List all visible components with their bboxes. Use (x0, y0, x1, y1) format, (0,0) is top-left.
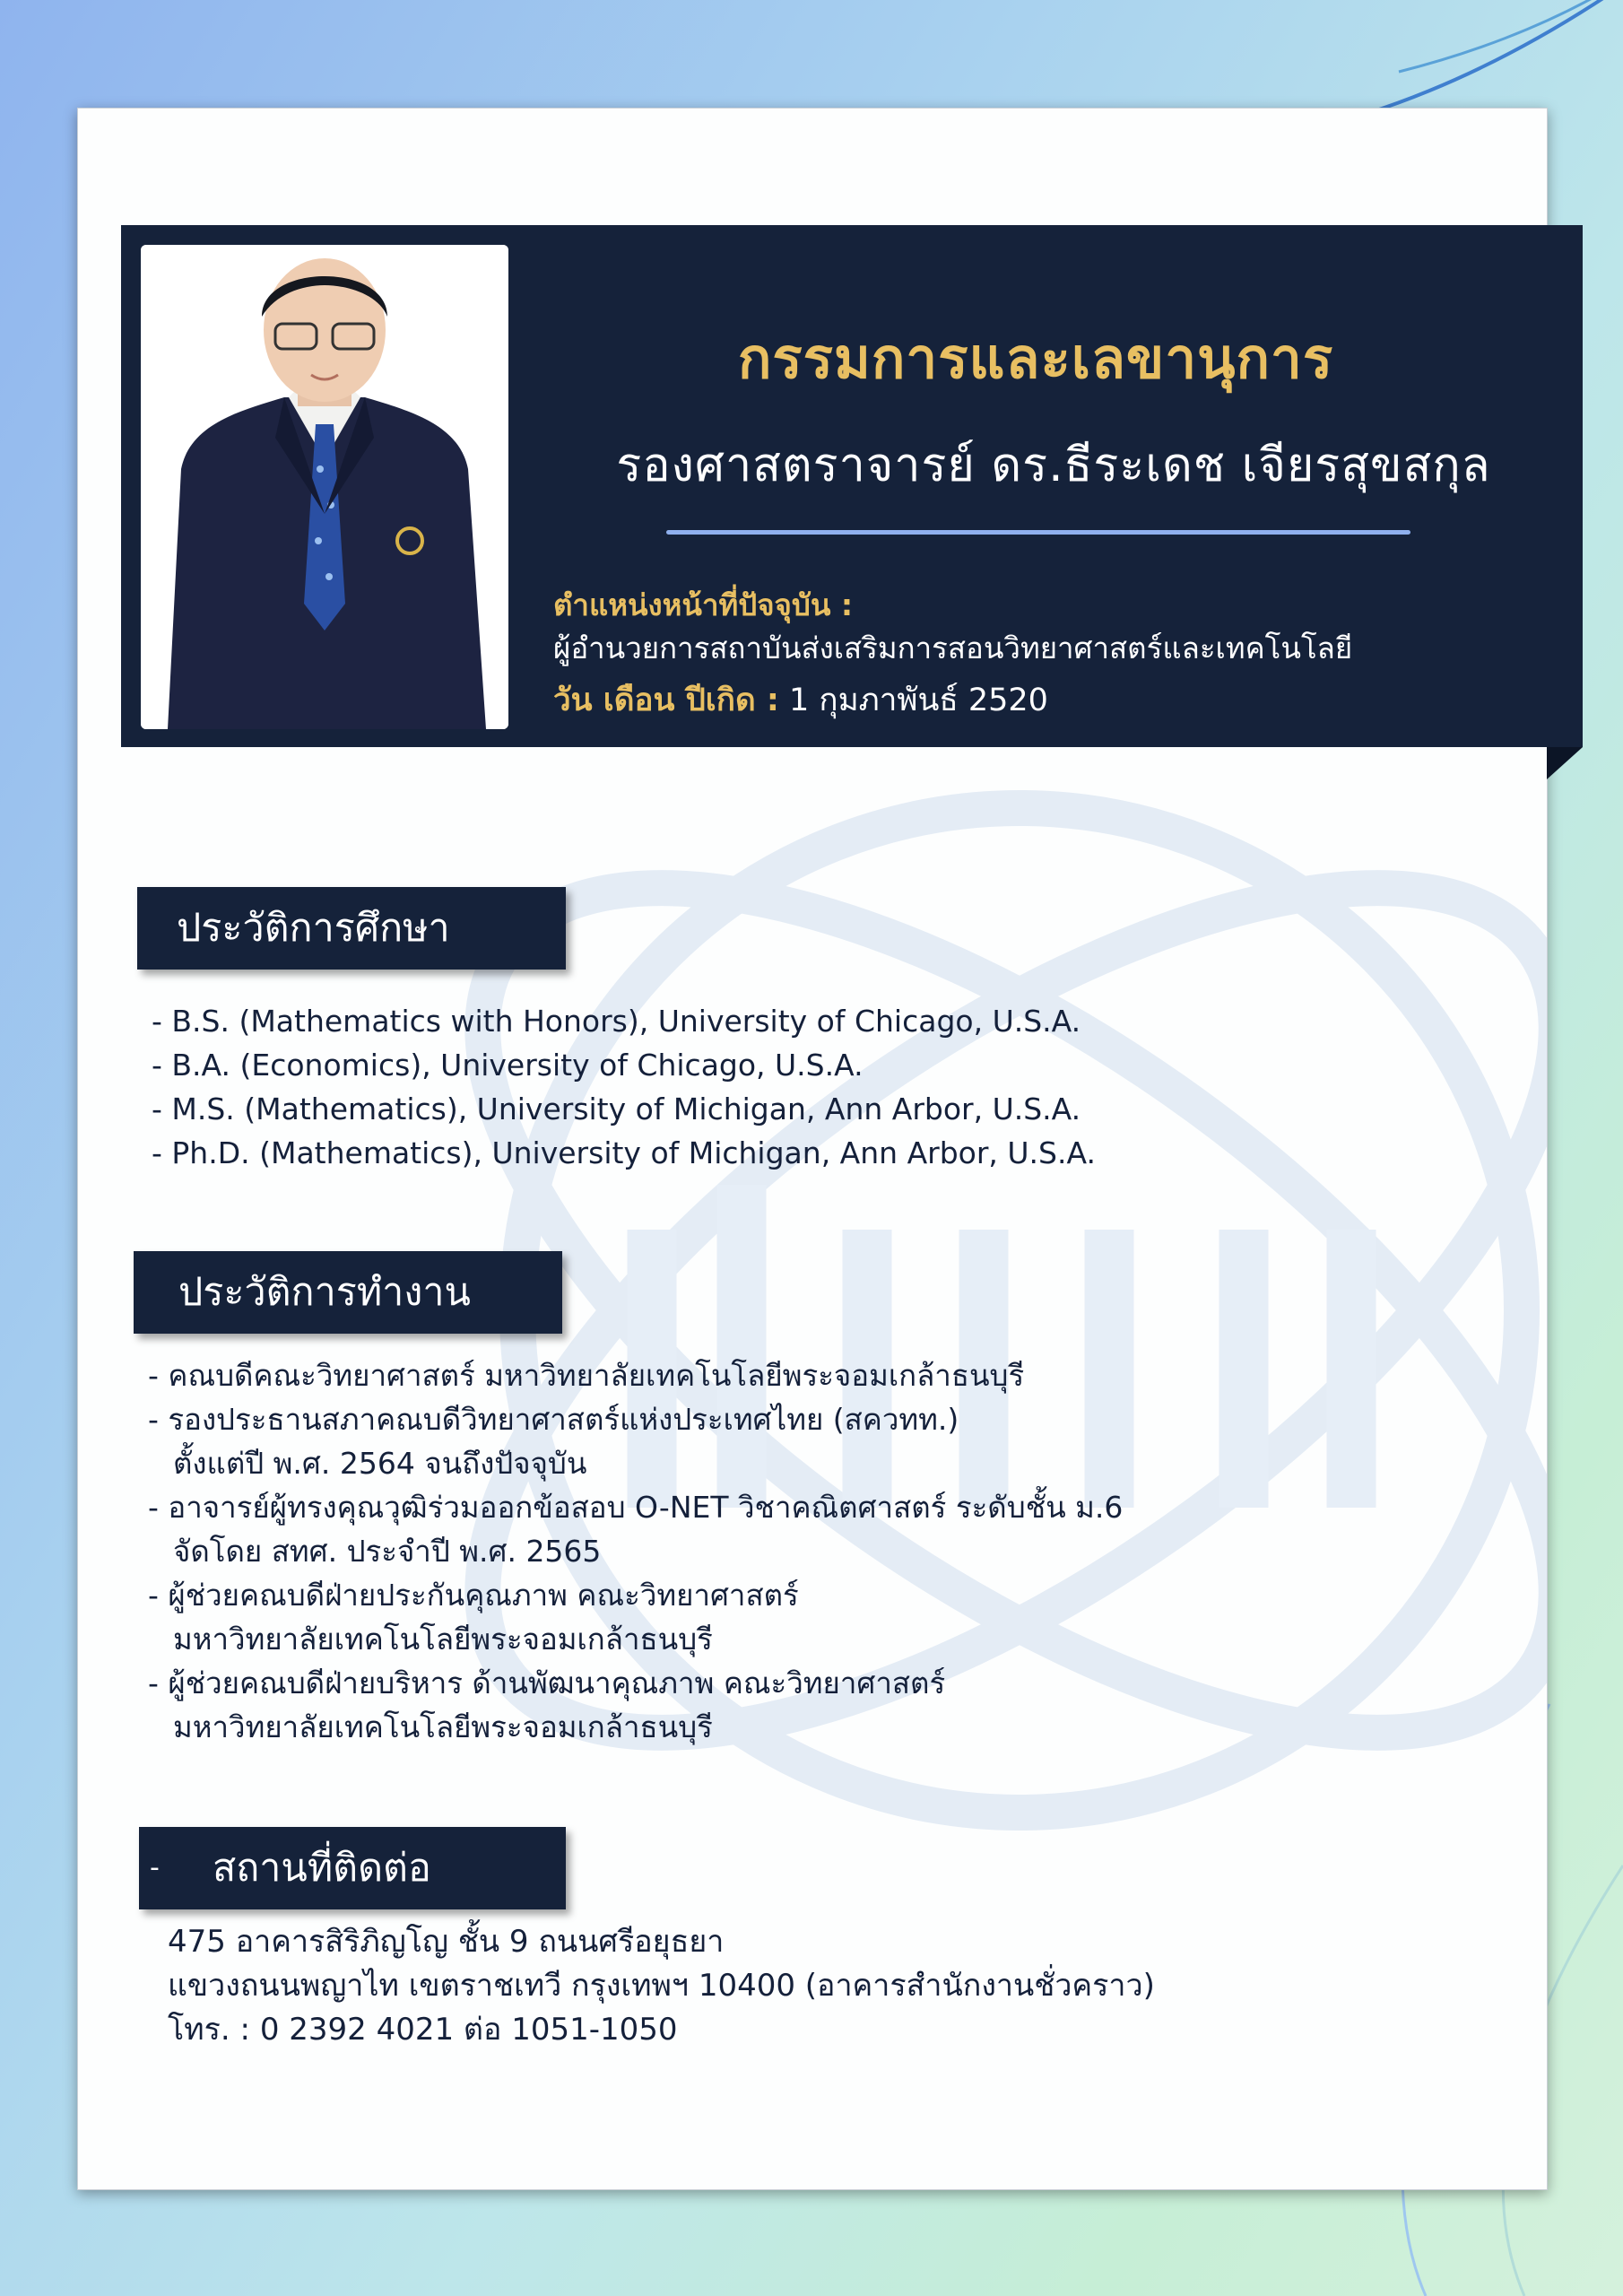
phone: โทร. : 0 2392 4021 ต่อ 1051-1050 (168, 2012, 678, 2048)
role-title: กรรมการและเลขานุการ (737, 326, 1334, 391)
work-list (148, 1353, 1123, 1749)
list-item-continuation: มหาวิทยาลัยเทคโนโลยีพระจอมเกล้าธนบุรี (173, 1709, 713, 1744)
contact-heading-text: สถานที่ติดต่อ (213, 1846, 431, 1891)
education-heading: ประวัติการศึกษา (137, 887, 566, 970)
education-list (152, 999, 1096, 1175)
list-item: - ผู้ช่วยคณบดีฝ่ายบริหาร ด้านพัฒนาคุณภาพ คณะวิทยาศาสตร์ (148, 1665, 946, 1700)
header-banner (121, 225, 1583, 747)
work-heading: ประวัติการทำงาน (134, 1251, 562, 1334)
portrait-photo (141, 245, 508, 729)
list-item: - ผู้ช่วยคณบดีฝ่ายประกันคุณภาพ คณะวิทยาศาสตร์ (148, 1578, 799, 1613)
address-line-1: 475 อาคารสิริภิญโญ ชั้น 9 ถนนศรีอยุธยา (168, 1924, 725, 1960)
banner-fold (1547, 747, 1583, 779)
contact-heading (139, 1827, 566, 1909)
contact-heading-dash: - (150, 1852, 160, 1883)
list-item: - B.A. (Economics), University of Chicago, U.S.A. (152, 1048, 864, 1083)
person-name: รองศาสตราจารย์ ดร.ธีระเดช เจียรสุขสกุล (616, 439, 1491, 492)
list-item-continuation: ตั้งแต่ปี พ.ศ. 2564 จนถึงปัจจุบัน (173, 1446, 587, 1481)
address-line-2: แขวงถนนพญาไท เขตราชเทวี กรุงเทพฯ 10400 (อาคารสำนักงานชั่วคราว) (168, 1968, 1155, 2004)
list-item: - คณบดีคณะวิทยาศาสตร์ มหาวิทยาลัยเทคโนโลยีพระจอมเกล้าธนบุรี (148, 1358, 1025, 1393)
list-item: - Ph.D. (Mathematics), University of Michigan, Ann Arbor, U.S.A. (152, 1135, 1096, 1170)
list-item-continuation: จัดโดย สทศ. ประจำปี พ.ศ. 2565 (173, 1534, 602, 1569)
birth-date (553, 675, 1048, 725)
list-item-continuation: มหาวิทยาลัยเทคโนโลยีพระจอมเกล้าธนบุรี (173, 1622, 713, 1657)
contact-block (168, 1920, 1155, 2052)
birth-label: วัน เดือน ปีเกิด : (553, 683, 779, 718)
profile-card (77, 108, 1548, 2190)
birth-value: 1 กุมภาพันธ์ 2520 (789, 683, 1048, 718)
position-value: ผู้อำนวยการสถาบันส่งเสริมการสอนวิทยาศาสตร์และเทคโนโลยี (553, 631, 1353, 665)
list-item: - M.S. (Mathematics), University of Michigan, Ann Arbor, U.S.A. (152, 1091, 1081, 1126)
list-item: - อาจารย์ผู้ทรงคุณวุฒิร่วมออกข้อสอบ O-NET วิชาคณิตศาสตร์ ระดับชั้น ม.6 (148, 1490, 1124, 1525)
title-divider (666, 530, 1410, 535)
list-item: - รองประธานสภาคณบดีวิทยาศาสตร์แห่งประเทศไทย (สควทท.) (148, 1402, 959, 1437)
position-label: ตำแหน่งหน้าที่ปัจจุบัน : (553, 587, 854, 622)
list-item: - B.S. (Mathematics with Honors), University of Chicago, U.S.A. (152, 1004, 1081, 1039)
